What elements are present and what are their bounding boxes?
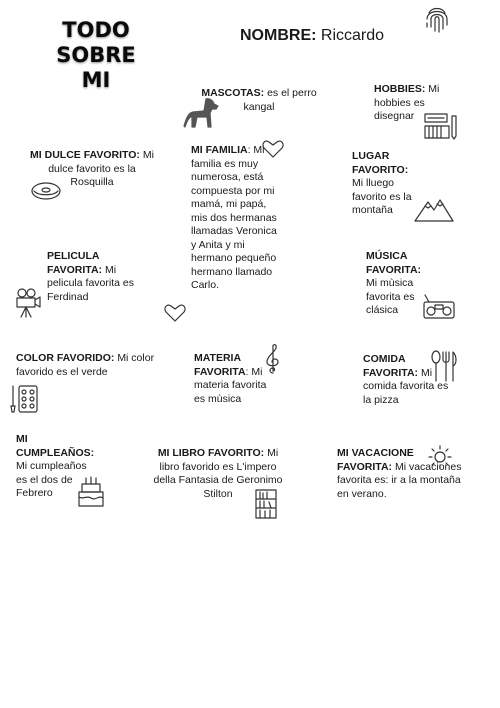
- treble-clef-icon: [264, 343, 282, 375]
- food-label: COMIDA FAVORITA:: [363, 353, 419, 379]
- movie-camera-icon: [14, 288, 42, 318]
- movie-label: PELICULA FAVORITA:: [47, 250, 103, 276]
- dog-icon: [184, 97, 220, 129]
- heart-icon: [262, 140, 284, 158]
- mountain-icon: [414, 196, 454, 222]
- bookshelf-icon: [255, 489, 277, 519]
- music-section: [366, 250, 428, 318]
- family-label: MI FAMILIA: [191, 144, 248, 156]
- name-label: NOMBRE:: [240, 27, 317, 44]
- food-text: Mi comida favorita es la pizza: [363, 366, 449, 406]
- color-label: COLOR FAVORIDO:: [16, 352, 115, 364]
- pets-text: es el perro kangal: [243, 87, 317, 113]
- name-field: [240, 27, 384, 45]
- music-text: Mi mùsica favorita es clásica: [366, 277, 415, 316]
- place-section: [352, 150, 414, 218]
- title-line-2: SOBRE: [56, 43, 136, 67]
- heart-icon: [164, 304, 186, 322]
- movie-text: Mi pelicula favorita es Ferdinad: [47, 263, 134, 303]
- book-label: MI LIBRO FAVORITO:: [157, 447, 265, 459]
- paint-palette-icon: [10, 384, 40, 414]
- sweet-label: MI DULCE FAVORITO:: [30, 149, 140, 161]
- fingerprint-icon: [424, 5, 450, 35]
- name-value: Riccardo: [320, 27, 385, 44]
- birthday-cake-icon: [77, 476, 105, 508]
- subject-label: MATERIA FAVORITA: [194, 352, 246, 378]
- vacation-label: MI VACACIONE FAVORITA:: [337, 447, 414, 473]
- title-line-3: MI: [81, 68, 111, 92]
- pets-label: MASCOTAS:: [201, 87, 265, 99]
- sun-icon: [428, 445, 452, 469]
- family-text: Mi familia es muy numerosa, está compuesta por mi mamá, mi papá, mis dos hermanas llamadas Veronica y Anita y mi hermano pequeño hermano llamado Carlo.: [191, 144, 277, 291]
- book-text: Mi libro favorido es L'impero della Fantasia de Geronimo Stilton: [153, 447, 283, 500]
- music-label: MÚSICA FAVORITA:: [366, 250, 422, 276]
- cutlery-icon: [430, 350, 458, 382]
- place-label: LUGAR FAVORITO:: [352, 150, 409, 176]
- family-section: MI FAMILIA: Mi familia es muy numerosa, está compuesta por mi mamá, mi papá, mis dos hermanas llamadas Veronica y Anita y mi hermano pequeño hermano llamado Carlo.: [191, 144, 277, 291]
- radio-icon: [423, 294, 455, 320]
- title-line-1: TODO: [62, 18, 130, 42]
- color-text: Mi color favorido es el verde: [16, 352, 155, 378]
- art-supplies-icon: [424, 112, 458, 140]
- birthday-label: MI CUMPLEAÑOS:: [16, 433, 95, 459]
- page-title: [40, 18, 152, 93]
- hobbies-text: Mi hobbies es disegnar: [374, 83, 440, 122]
- donut-icon: [30, 181, 62, 201]
- movie-section: [47, 250, 147, 304]
- subject-section: MATERIA FAVORITA: Mi materia favorita es mùsica: [194, 352, 267, 405]
- color-section: [16, 352, 162, 379]
- vacation-text: Mi vacaciones favorita es: ir a la montaña en verano.: [337, 460, 462, 500]
- subject-text: Mi materia favorita es mùsica: [194, 365, 267, 405]
- birthday-text: Mi cumpleaños es el dos de Febrero: [16, 460, 87, 499]
- place-text: Mi lluego favorito es la montaña: [352, 177, 412, 216]
- hobbies-label: HOBBIES:: [374, 83, 426, 95]
- sweet-text: Mi dulce favorito es la Rosquilla: [48, 149, 154, 188]
